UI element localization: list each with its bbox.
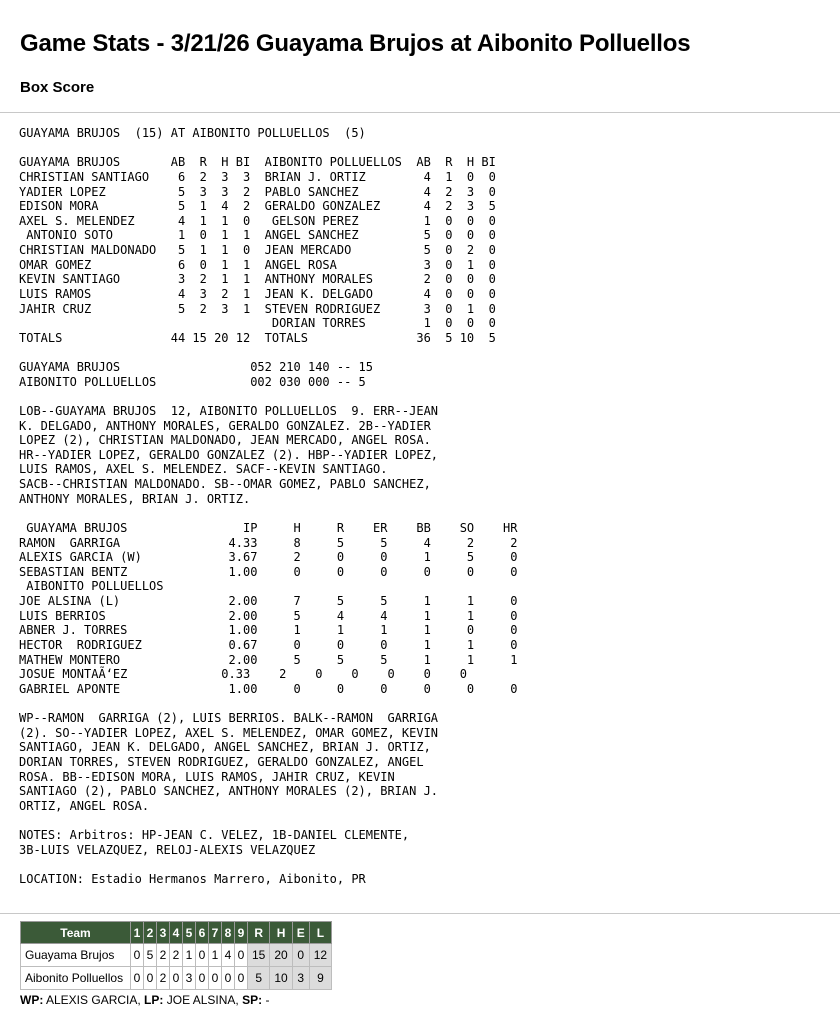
inning-header: 3 bbox=[157, 922, 170, 944]
box-score-line: K. DELGADO, ANTHONY MORALES, GERALDO GONZALEZ. 2B--YADIER bbox=[19, 418, 431, 433]
box-score-line: GUAYAMA BRUJOS AB R H BI AIBONITO POLLUELLOS AB R H BI bbox=[19, 155, 496, 170]
box-score-line: DORIAN TORRES, STEVEN RODRIGUEZ, GERALDO GONZALEZ, ANGEL bbox=[19, 754, 424, 769]
box-score-line: GABRIEL APONTE 1.00 0 0 0 0 0 0 bbox=[19, 681, 518, 696]
box-score-line: SEBASTIAN BENTZ 1.00 0 0 0 0 0 0 bbox=[19, 564, 518, 579]
inning-score: 2 bbox=[170, 944, 183, 967]
box-score-line: ANTHONY MORALES, BRIAN J. ORTIZ. bbox=[19, 491, 251, 506]
inning-score: 0 bbox=[209, 967, 222, 990]
inning-header: 9 bbox=[235, 922, 248, 944]
box-score-line: LUIS RAMOS 4 3 2 1 JEAN K. DELGADO 4 0 0 0 bbox=[19, 286, 496, 301]
box-score-line: KEVIN SANTIAGO 3 2 1 1 ANTHONY MORALES 2 0 0 0 bbox=[19, 272, 496, 287]
box-score-line: ABNER J. TORRES 1.00 1 1 1 1 0 0 bbox=[19, 623, 518, 638]
inning-score: 0 bbox=[170, 967, 183, 990]
box-score-line: GUAYAMA BRUJOS IP H R ER BB SO HR bbox=[19, 520, 518, 535]
wp-value: ALEXIS GARCIA, bbox=[46, 993, 141, 1007]
team-name: Aibonito Polluellos bbox=[21, 967, 131, 990]
bottom-divider bbox=[0, 913, 840, 914]
box-score-line: DORIAN TORRES 1 0 0 0 bbox=[19, 316, 496, 331]
box-score-line: GUAYAMA BRUJOS 052 210 140 -- 15 bbox=[19, 360, 374, 374]
box-score-line: AIBONITO POLLUELLOS 002 030 000 -- 5 bbox=[19, 374, 366, 389]
linescore-row-guayama bbox=[21, 944, 332, 967]
linescore-table bbox=[20, 921, 332, 990]
box-score-line: ORTIZ, ANGEL ROSA. bbox=[19, 798, 150, 813]
inning-header: 8 bbox=[222, 922, 235, 944]
box-score-line: CHRISTIAN SANTIAGO 6 2 3 3 BRIAN J. ORTIZ 4 1 0 0 bbox=[19, 169, 496, 184]
box-score-line: JOE ALSINA (L) 2.00 7 5 5 1 1 0 bbox=[19, 594, 518, 608]
box-score-line: JAHIR CRUZ 5 2 3 1 STEVEN RODRIGUEZ 3 0 1 0 bbox=[19, 301, 496, 316]
box-score-line: ALEXIS GARCIA (W) 3.67 2 0 0 1 5 0 bbox=[19, 550, 518, 565]
pitching-decisions bbox=[20, 993, 269, 1007]
box-score-line: LUIS BERRIOS 2.00 5 4 4 1 1 0 bbox=[19, 608, 518, 623]
errors-header: E bbox=[292, 922, 309, 944]
box-score-line: TOTALS 44 15 20 12 TOTALS 36 5 10 5 bbox=[19, 330, 496, 345]
box-score-line: LOB--GUAYAMA BRUJOS 12, AIBONITO POLLUELLOS 9. ERR--JEAN bbox=[19, 403, 439, 418]
box-score-line: MATHEW MONTERO 2.00 5 5 5 1 1 1 bbox=[19, 652, 518, 667]
box-score-line bbox=[19, 345, 518, 360]
box-score-line: ROSA. BB--EDISON MORA, LUIS RAMOS, JAHIR CRUZ, KEVIN bbox=[19, 769, 395, 784]
box-score-line: YADIER LOPEZ 5 3 3 2 PABLO SANCHEZ 4 2 3 0 bbox=[19, 184, 496, 199]
box-score-line: EDISON MORA 5 1 4 2 GERALDO GONZALEZ 4 2 3 5 bbox=[19, 199, 496, 214]
box-score-line: SANTIAGO (2), PABLO SANCHEZ, ANTHONY MORALES (2), BRIAN J. bbox=[19, 784, 439, 799]
sp-value: - bbox=[265, 993, 270, 1007]
errors-total: 0 bbox=[292, 944, 309, 967]
inning-score: 1 bbox=[183, 944, 196, 967]
box-score-line: (2). SO--YADIER LOPEZ, AXEL S. MELENDEZ, OMAR GOMEZ, KEVIN bbox=[19, 725, 439, 740]
inning-header: 2 bbox=[144, 922, 157, 944]
hits-total: 10 bbox=[270, 967, 292, 990]
page-title: Game Stats - 3/21/26 Guayama Brujos at Aibonito Polluellos bbox=[20, 30, 691, 57]
errors-total: 3 bbox=[292, 967, 309, 990]
inning-score: 3 bbox=[183, 967, 196, 990]
top-divider bbox=[0, 112, 840, 113]
runs-total: 15 bbox=[248, 944, 270, 967]
box-score-line: ANTONIO SOTO 1 0 1 1 ANGEL SANCHEZ 5 0 0 0 bbox=[19, 228, 496, 243]
inning-score: 2 bbox=[157, 944, 170, 967]
box-score-line: SACB--CHRISTIAN MALDONADO. SB--OMAR GOMEZ, PABLO SANCHEZ, bbox=[19, 477, 431, 491]
runs-total: 5 bbox=[248, 967, 270, 990]
box-score-text bbox=[19, 126, 518, 887]
box-score-line: OMAR GOMEZ 6 0 1 1 ANGEL ROSA 3 0 1 0 bbox=[19, 257, 496, 272]
linescore-team-header: Team bbox=[21, 922, 131, 944]
inning-score: 0 bbox=[144, 967, 157, 990]
box-score-line: LOCATION: Estadio Hermanos Marrero, Aibonito, PR bbox=[19, 871, 366, 886]
inning-score: 0 bbox=[196, 967, 209, 990]
box-score-line: GUAYAMA BRUJOS (15) AT AIBONITO POLLUELLOS (5) bbox=[19, 126, 366, 140]
inning-header: 1 bbox=[131, 922, 144, 944]
box-score-line: AXEL S. MELENDEZ 4 1 1 0 GELSON PEREZ 1 0 0 0 bbox=[19, 213, 496, 228]
lp-label: LP: bbox=[144, 993, 164, 1007]
lp-value: JOE ALSINA, bbox=[166, 993, 239, 1007]
team-name: Guayama Brujos bbox=[21, 944, 131, 967]
box-score-line bbox=[19, 696, 518, 711]
linescore-row-aibonito bbox=[21, 967, 332, 990]
box-score-line bbox=[19, 813, 518, 828]
wp-label: WP: bbox=[20, 993, 44, 1007]
box-score-line: SANTIAGO, JEAN K. DELGADO, ANGEL SANCHEZ, BRIAN J. ORTIZ, bbox=[19, 740, 431, 755]
box-score-line bbox=[19, 389, 518, 404]
inning-score: 5 bbox=[144, 944, 157, 967]
box-score-line bbox=[19, 506, 518, 521]
hits-header: H bbox=[270, 922, 292, 944]
box-score-line: CHRISTIAN MALDONADO 5 1 1 0 JEAN MERCADO 5 0 2 0 bbox=[19, 243, 496, 257]
inning-header: 7 bbox=[209, 922, 222, 944]
box-score-line bbox=[19, 857, 518, 872]
inning-header: 5 bbox=[183, 922, 196, 944]
inning-score: 0 bbox=[235, 967, 248, 990]
lob-header: L bbox=[309, 922, 331, 944]
box-score-line: 3B-LUIS VELAZQUEZ, RELOJ-ALEXIS VELAZQUEZ bbox=[19, 842, 316, 857]
inning-score: 2 bbox=[157, 967, 170, 990]
box-score-line: HECTOR RODRIGUEZ 0.67 0 0 0 1 1 0 bbox=[19, 637, 518, 652]
section-title: Box Score bbox=[20, 79, 95, 96]
inning-score: 0 bbox=[131, 944, 144, 967]
runs-header: R bbox=[248, 922, 270, 944]
inning-score: 1 bbox=[209, 944, 222, 967]
inning-score: 4 bbox=[222, 944, 235, 967]
box-score-line: NOTES: Arbitros: HP-JEAN C. VELEZ, 1B-DANIEL CLEMENTE, bbox=[19, 828, 410, 842]
box-score-line bbox=[19, 141, 518, 156]
inning-score: 0 bbox=[131, 967, 144, 990]
inning-score: 0 bbox=[222, 967, 235, 990]
inning-header: 6 bbox=[196, 922, 209, 944]
box-score-line: AIBONITO POLLUELLOS bbox=[19, 579, 164, 594]
box-score-line: LUIS RAMOS, AXEL S. MELENDEZ. SACF--KEVIN SANTIAGO. bbox=[19, 462, 388, 477]
lob-total: 9 bbox=[309, 967, 331, 990]
inning-score: 0 bbox=[235, 944, 248, 967]
hits-total: 20 bbox=[270, 944, 292, 967]
inning-header: 4 bbox=[170, 922, 183, 944]
box-score-line: RAMON GARRIGA 4.33 8 5 5 4 2 2 bbox=[19, 535, 518, 550]
box-score-line: HR--YADIER LOPEZ, GERALDO GONZALEZ (2). HBP--YADIER LOPEZ, bbox=[19, 447, 439, 462]
lob-total: 12 bbox=[309, 944, 331, 967]
linescore-header-row bbox=[21, 922, 332, 944]
box-score-line: JOSUE MONTAÃ‘EZ 0.33 2 0 0 0 0 0 bbox=[19, 667, 467, 682]
box-score-line: WP--RAMON GARRIGA (2), LUIS BERRIOS. BALK--RAMON GARRIGA bbox=[19, 711, 439, 725]
sp-label: SP: bbox=[242, 993, 263, 1007]
box-score-line: LOPEZ (2), CHRISTIAN MALDONADO, JEAN MERCADO, ANGEL ROSA. bbox=[19, 433, 431, 448]
inning-score: 0 bbox=[196, 944, 209, 967]
